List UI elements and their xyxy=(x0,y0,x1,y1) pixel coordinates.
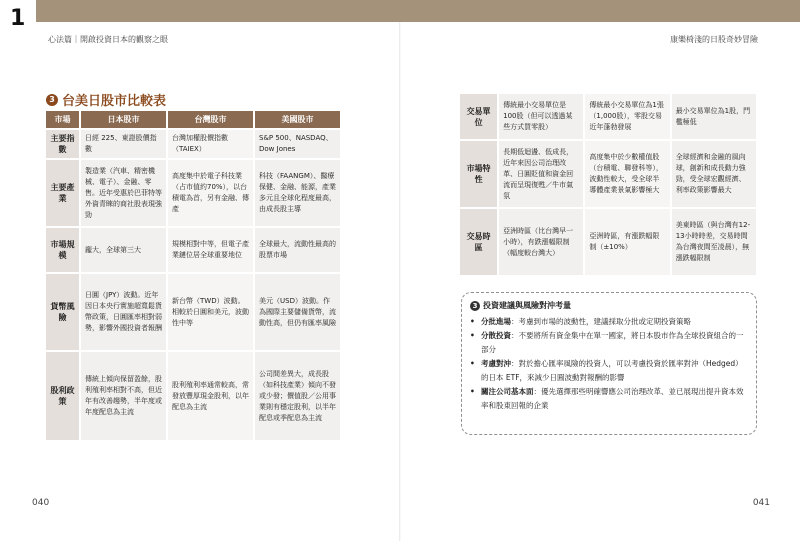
table-row xyxy=(460,140,757,208)
table-cell: 台灣加權股價指數（TAIEX） xyxy=(167,129,254,159)
market-comparison-table xyxy=(46,111,342,442)
section-title-text: 台美日股市比較表 xyxy=(62,94,167,109)
page-spine xyxy=(399,22,401,541)
table-cell: 美元（USD）波動。作為國際主要儲備貨幣，流動性高，但仍有匯率風險 xyxy=(254,273,341,351)
row-header: 交易時區 xyxy=(460,208,498,276)
tips-title-text: 投資建議與風險對沖考量 xyxy=(483,301,571,310)
investment-tips-box xyxy=(461,292,757,435)
chapter-box xyxy=(0,0,36,38)
section-title xyxy=(46,90,166,109)
table-cell: 傳統上傾向保留盈餘，股利殖利率相對不高，但近年有改善趨勢，半年度或年度配息為主流 xyxy=(80,351,167,441)
tips-title xyxy=(470,299,748,313)
bullet-icon: • xyxy=(470,317,475,326)
tip-text: ：對於擔心匯率風險的投資人，可以考慮投資於匯率對沖（Hedged）的日本 ETF，來減少日圓波動對報酬的影響 xyxy=(481,359,743,382)
row-header: 貨幣風險 xyxy=(46,273,80,351)
column-header-market: 市場 xyxy=(46,111,80,129)
table-cell: 高度集中於電子科技業（占市值約70%），以台積電為首，另有金融、傳產 xyxy=(167,159,254,227)
list-item xyxy=(470,385,748,413)
table-cell: 規模相對中等，但電子產業鏈位居全球重要地位 xyxy=(167,227,254,273)
table-cell: 日經 225、東證股價指數 xyxy=(80,129,167,159)
table-cell: 亞洲時區（比台灣早一小時），有跌漲幅限制（幅度較台灣大） xyxy=(498,208,584,276)
page-number-left: 040 xyxy=(32,498,50,508)
column-header-taiwan: 台灣股市 xyxy=(167,111,254,129)
table-cell: 長期低迴盪、低成長，近年來因公司治理改革、日圓貶值和資金回流而呈現復甦／牛市氣氛 xyxy=(498,140,584,208)
list-item xyxy=(470,315,748,329)
top-decorative-band xyxy=(36,0,800,22)
table-cell: 傳統最小交易單位是100股（但可以透過某些方式買零股） xyxy=(498,94,584,140)
table-row xyxy=(460,94,757,140)
list-item xyxy=(470,329,748,357)
page-number-right: 041 xyxy=(752,498,770,508)
table-row xyxy=(46,351,341,441)
running-header-right: 康樂椅淺的日股奇妙冒險 xyxy=(670,35,758,44)
tip-text: ：不要將所有資金集中在單一國家，將日本股市作為全球投資組合的一部分 xyxy=(481,331,744,354)
tip-lead: 關注公司基本面 xyxy=(481,387,534,396)
table-cell: 日圓（JPY）波動。近年因日本央行實施超寬鬆貨幣政策，日圓匯率相對弱勢，影響外國投資者報酬 xyxy=(80,273,167,351)
table-cell: 高度集中於少數權值股（台積電、聯發科等），波動性較大，受全球半導體產業景氣影響極大 xyxy=(584,140,670,208)
table-cell: 公司間差異大，成長股（如科技產業）傾向不發或少發；價值股／公用事業則有穩定股利，以半年配息或季配息為主流 xyxy=(254,351,341,441)
market-comparison-table-continued xyxy=(460,94,758,277)
list-item xyxy=(470,357,748,385)
table-cell: 傳統最小交易單位為1張（1,000股），零股交易近年蓬勃發展 xyxy=(584,94,670,140)
table-cell: 新台幣（TWD）波動。相較於日圓和美元，波動性中等 xyxy=(167,273,254,351)
table-row xyxy=(46,129,341,159)
table-cell: 科技（FAANGM）、醫療保健、金融、能源，產業多元且全球化程度最高，由成長股主導 xyxy=(254,159,341,227)
tip-text: ：優先選擇那些明確響應公司治理改革、並已展現出提升資本效率和股東回報的企業 xyxy=(481,387,744,410)
table-cell: 股利殖利率通常較高，常發放豐厚現金股利，以年配息為主流 xyxy=(167,351,254,441)
table-cell: 最小交易單位為1股，門檻極低 xyxy=(671,94,757,140)
row-header: 主要指數 xyxy=(46,129,80,159)
table-cell: 全球經濟和金融的風向球，創新和成長動力強勁，受全球宏觀經濟、利率政策影響最大 xyxy=(671,140,757,208)
column-header-japan: 日本股市 xyxy=(80,111,167,129)
bullet-icon: • xyxy=(470,359,475,368)
table-cell: 全球最大，流動性最高的股票市場 xyxy=(254,227,341,273)
table-cell: S&P 500、NASDAQ、Dow Jones xyxy=(254,129,341,159)
table-row xyxy=(46,159,341,227)
table-row xyxy=(46,227,341,273)
running-header-left: 心法篇｜開啟投資日本的觀察之眼 xyxy=(48,35,168,44)
bullet-icon: • xyxy=(470,331,475,340)
table-row xyxy=(46,273,341,351)
tip-lead: 考慮對沖 xyxy=(481,359,511,368)
row-header: 市場規模 xyxy=(46,227,80,273)
table-row xyxy=(460,208,757,276)
table-cell: 龐大，全球第三大 xyxy=(80,227,167,273)
tip-lead: 分散投資 xyxy=(481,331,511,340)
column-header-usa: 美國股市 xyxy=(254,111,341,129)
row-header: 主要產業 xyxy=(46,159,80,227)
tip-lead: 分批進場 xyxy=(481,317,511,326)
section-number-badge: 3 xyxy=(46,94,58,106)
tips-number-badge: 3 xyxy=(470,301,480,311)
row-header: 股利政策 xyxy=(46,351,80,441)
chapter-number: 1 xyxy=(10,6,26,31)
tip-text: ：考慮到市場的波動性，建議採取分批或定期投資策略 xyxy=(511,317,691,326)
table-cell: 製造業（汽車、精密機械、電子）、金融、零售。近年受惠於巴菲特等外資青睞的商社股表現強勁 xyxy=(80,159,167,227)
bullet-icon: • xyxy=(470,387,475,396)
table-cell: 亞洲時區，有漲跌幅限制（±10%） xyxy=(584,208,670,276)
row-header: 市場特性 xyxy=(460,140,498,208)
row-header: 交易單位 xyxy=(460,94,498,140)
table-header-row xyxy=(46,111,341,129)
table-cell: 美東時區（與台灣有12-13小時時差，交易時間為台灣夜間至凌晨），無漲跌幅限制 xyxy=(671,208,757,276)
